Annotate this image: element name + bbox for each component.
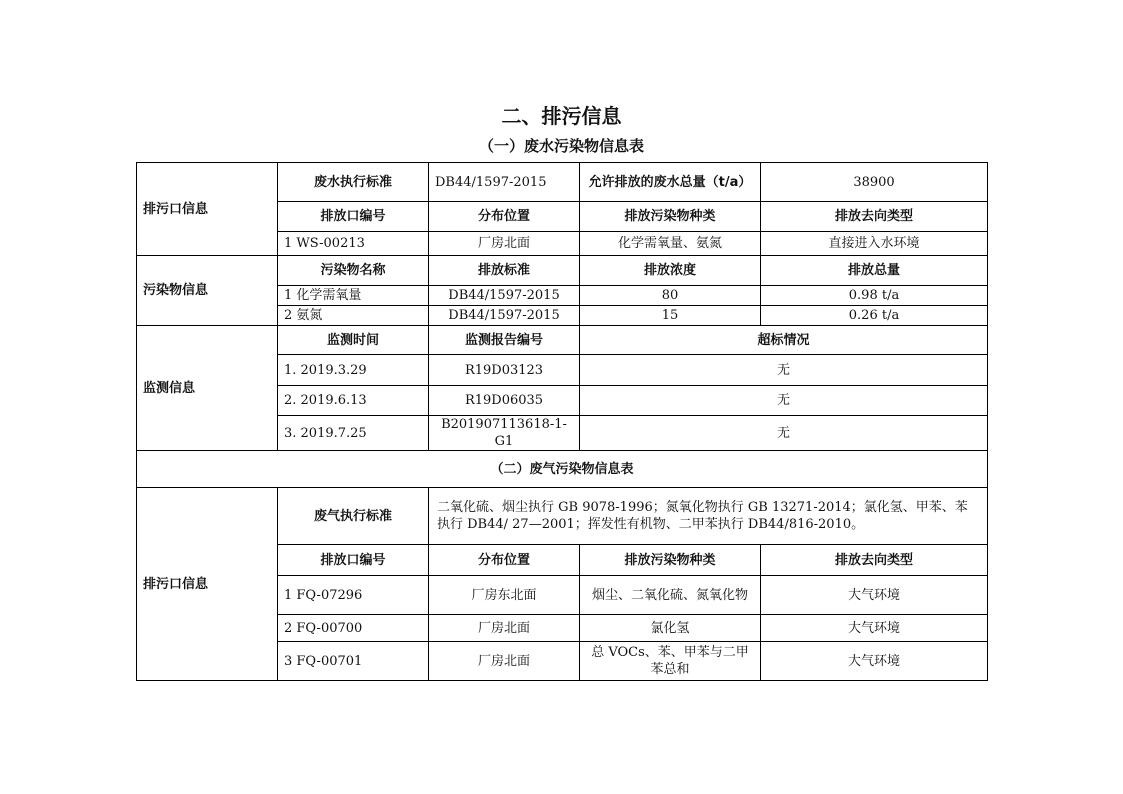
column-header: 排放总量 xyxy=(761,256,988,286)
page-title: 二、排污信息 xyxy=(501,104,622,128)
pollutant-total: 0.98 t/a xyxy=(761,286,988,306)
pollution-info-table xyxy=(136,162,988,681)
pollutant-standard: DB44/1597-2015 xyxy=(429,306,580,326)
column-header: 分布位置 xyxy=(429,202,580,232)
outlet-pollutants: 氯化氢 xyxy=(580,615,761,642)
monitoring-date: 1. 2019.3.29 xyxy=(278,355,429,386)
pollutant-concentration: 80 xyxy=(580,286,761,306)
exhaust-title-row xyxy=(137,451,988,488)
column-header: 监测时间 xyxy=(278,326,429,355)
column-header: 分布位置 xyxy=(429,545,580,576)
wastewater-total-label: 允许排放的废水总量（t/a） xyxy=(580,163,761,202)
monitoring-date: 3. 2019.7.25 xyxy=(278,416,429,451)
monitoring-exceed: 无 xyxy=(580,386,988,416)
outlet-destination: 大气环境 xyxy=(761,615,988,642)
monitoring-section-label: 监测信息 xyxy=(137,326,278,451)
outlet-location: 厂房东北面 xyxy=(429,576,580,615)
column-header: 排放口编号 xyxy=(278,545,429,576)
column-header: 监测报告编号 xyxy=(429,326,580,355)
outlet-pollutants: 化学需氧量、氨氮 xyxy=(580,232,761,256)
outlet-destination: 大气环境 xyxy=(761,642,988,681)
outlet-pollutants: 烟尘、二氧化硫、氮氧化物 xyxy=(580,576,761,615)
wastewater-standard-label: 废水执行标准 xyxy=(278,163,429,202)
column-header: 超标情况 xyxy=(580,326,988,355)
pollutant-name: 1 化学需氧量 xyxy=(278,286,429,306)
pollutant-section-label: 污染物信息 xyxy=(137,256,278,326)
exhaust-section-label: 排污口信息 xyxy=(137,488,278,681)
column-header: 排放去向类型 xyxy=(761,202,988,232)
column-header: 污染物名称 xyxy=(278,256,429,286)
outlet-id: 1 WS-00213 xyxy=(278,232,429,256)
pollutant-standard: DB44/1597-2015 xyxy=(429,286,580,306)
exhaust-standard-value: 二氧化硫、烟尘执行 GB 9078-1996；氮氧化物执行 GB 13271-2014；氯化氢、甲苯、苯执行 DB44/ 27—2001；挥发性有机物、二甲苯执行 DB44/816-2010。 xyxy=(429,488,988,545)
pollutant-name: 2 氨氮 xyxy=(278,306,429,326)
wastewater-standard-value: DB44/1597-2015 xyxy=(429,163,580,202)
monitoring-report: R19D03123 xyxy=(429,355,580,386)
column-header: 排放污染物种类 xyxy=(580,545,761,576)
wastewater-section-label: 排污口信息 xyxy=(137,163,278,256)
column-header: 排放浓度 xyxy=(580,256,761,286)
outlet-pollutants: 总 VOCs、苯、甲苯与二甲苯总和 xyxy=(580,642,761,681)
wastewater-table-title: （一）废水污染物信息表 xyxy=(478,137,644,155)
monitoring-report: B201907113618-1-G1 xyxy=(429,416,580,451)
outlet-destination: 直接进入水环境 xyxy=(761,232,988,256)
pollutant-header-row xyxy=(137,256,988,286)
wastewater-standard-row xyxy=(137,163,988,202)
pollutant-total: 0.26 t/a xyxy=(761,306,988,326)
outlet-destination: 大气环境 xyxy=(761,576,988,615)
monitoring-date: 2. 2019.6.13 xyxy=(278,386,429,416)
outlet-id: 2 FQ-00700 xyxy=(278,615,429,642)
outlet-location: 厂房北面 xyxy=(429,642,580,681)
column-header: 排放标准 xyxy=(429,256,580,286)
outlet-id: 3 FQ-00701 xyxy=(278,642,429,681)
pollutant-concentration: 15 xyxy=(580,306,761,326)
monitoring-header-row xyxy=(137,326,988,355)
wastewater-total-value: 38900 xyxy=(761,163,988,202)
outlet-id: 1 FQ-07296 xyxy=(278,576,429,615)
outlet-location: 厂房北面 xyxy=(429,232,580,256)
exhaust-table-title: （二）废气污染物信息表 xyxy=(137,451,988,488)
outlet-location: 厂房北面 xyxy=(429,615,580,642)
exhaust-standard-label: 废气执行标准 xyxy=(278,488,429,545)
column-header: 排放污染物种类 xyxy=(580,202,761,232)
column-header: 排放口编号 xyxy=(278,202,429,232)
monitoring-exceed: 无 xyxy=(580,355,988,386)
monitoring-exceed: 无 xyxy=(580,416,988,451)
exhaust-standard-row xyxy=(137,488,988,545)
column-header: 排放去向类型 xyxy=(761,545,988,576)
monitoring-report: R19D06035 xyxy=(429,386,580,416)
